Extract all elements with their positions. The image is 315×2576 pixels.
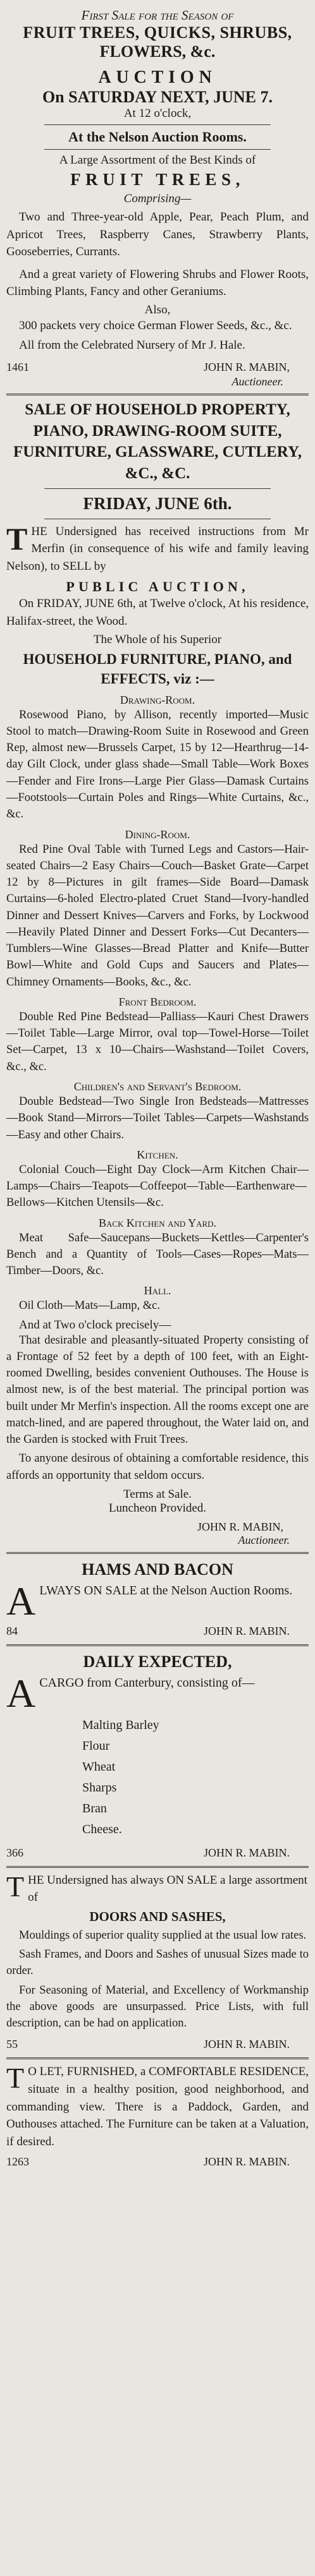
workmanship-text: For Seasoning of Material, and Excellency of Workmanship the above goods are unsurpassed. Price Lists, with full description, can be had on application.	[6, 1983, 309, 2030]
ad-title-line-2: FLOWERS, &c.	[99, 42, 216, 61]
intro-text: HE Undersigned has received instructions from Mr Merfin (in consequence of his wife and family leaving Nelson), to SELL by	[6, 524, 309, 573]
ad-text: HE Undersigned has always ON SALE a large assortment of	[28, 1873, 307, 1905]
ad-heading: First Sale for the Season of	[81, 8, 234, 23]
cargo-ad	[6, 1646, 309, 1867]
assortment-lead: A Large Assortment of the Best Kinds of	[59, 153, 256, 167]
cargo-item: Wheat	[82, 1759, 116, 1774]
auctioneer-name: JOHN R. MABIN,	[203, 360, 290, 373]
auctioneer-title: Auctioneer.	[238, 1534, 290, 1547]
whole-of-label: The Whole of his Superior	[93, 632, 222, 646]
ad-footer	[6, 359, 309, 375]
ad-footer	[6, 1845, 309, 1861]
sale-time: At 12 o'clock,	[123, 107, 192, 120]
ad-footer	[6, 1623, 309, 1639]
sale-date: FRIDAY, JUNE 6th.	[83, 493, 232, 513]
auction-word: AUCTION	[98, 68, 217, 87]
residence-description: That desirable and pleasantly-situated Property consisting of a Frontage of 52 feet by a depth of 100 feet, with an Eight-roomed Dwelling, besides convenient Outhouses. The House is almost new, is of the best material. The principal portion was built under Mr Merfin's inspection. All the rooms except one are match-lined, and are papered throughout, the Water laid on, and the Garden is stocked with Fruit Trees.	[6, 1333, 309, 1447]
ad-title: FRUIT TREES, QUICKS, SHRUBS,	[23, 23, 292, 42]
residence-opportunity: To anyone desirous of obtaining a comfortable residence, this affords an opportunity that seldom occurs.	[6, 1452, 309, 1482]
kitchen-heading: Kitchen.	[137, 1148, 178, 1161]
divider	[44, 124, 271, 125]
ad-text: LWAYS ON SALE at the Nelson Auction Rooms.	[39, 1584, 293, 1598]
drop-cap: T	[6, 1871, 25, 1903]
cargo-item: Sharps	[82, 1780, 117, 1795]
to-let-ad	[6, 2059, 309, 2175]
ad-footer	[6, 2037, 309, 2052]
ad-body	[6, 2063, 309, 2150]
dining-room-items: Red Pine Oval Table with Turned Legs and Castors—Hair-seated Chairs—2 Easy Chairs—Couch—Basket Grate—Carpet 12 by 8—Pictures in gilt frames—Side Board—Damask Curtains—6-holed Electro-plated Cruet Stand—Ivory-handled Dinner and Dessert Knives—Carvers and Forks, by Lockwood—Heavily Plated Dinner and Dessert Forks—Cut Decanters—Tumblers—Wine Glasses—Bread Platter and Knife—Butter Bowl—White and Gold Cups and Saucers and Plates—Chimney Ornaments—Books, &c., &c.	[6, 843, 309, 989]
intro-paragraph	[6, 523, 309, 575]
ad-body	[6, 1674, 309, 1711]
hall-heading: Hall.	[144, 1284, 171, 1297]
back-kitchen-items: Meat Safe—Saucepans—Buckets—Kettles—Carpenter's Bench and a Quantity of Tools—Cases—Ropes—Mats—Timber—Doors, &c.	[6, 1231, 309, 1278]
ad-reference-number: 1461	[6, 360, 29, 373]
front-bedroom-items: Double Red Pine Bedstead—Palliass—Kauri Chest Drawers—Toilet Table—Large Mirror, oval top—Towel-Horse—Toilet Set—Carpet, 13 x 10—Chairs—Washstand—Toilet Covers, &c., &c.	[6, 1010, 309, 1073]
children-bedroom-heading: Children's and Servant's Bedroom.	[73, 1080, 242, 1093]
drawing-room-items: Rosewood Piano, by Allison, recently imported—Music Stool to match—Drawing-Room Suite in Rosewood and Green Rep, almost new—Brussels Carpet, 15 by 12—Hearthrug—14-day Gilt Clock, under glass shade—Small Table—Work Boxes—Fender and Fire Irons—Large Pier Glass—Damask Curtains—Footstools—Curtain Poles and Rings—White Curtains, &c., &c.	[6, 708, 309, 821]
ad-body	[6, 1582, 309, 1618]
auctioneer-name: JOHN R. MABIN.	[203, 1625, 290, 1638]
auctioneer-title: Auctioneer.	[232, 375, 283, 388]
cargo-items	[6, 1715, 309, 1840]
fruit-trees-heading: FRUIT TREES,	[70, 170, 245, 189]
terms-label: Terms at Sale.	[123, 1488, 192, 1502]
drop-cap: A	[6, 1582, 36, 1619]
drop-cap: T	[6, 521, 28, 557]
drop-cap: T	[6, 2063, 25, 2095]
cargo-item: Cheese.	[82, 1822, 122, 1836]
back-kitchen-heading: Back Kitchen and Yard.	[98, 1216, 217, 1229]
public-auction-label: PUBLIC AUCTION,	[66, 579, 249, 595]
ad-text: CARGO from Canterbury, consisting of—	[39, 1676, 255, 1690]
hall-items: Oil Cloth—Mats—Lamp, &c.	[19, 1299, 161, 1313]
cargo-item: Flour	[82, 1738, 110, 1753]
sale-when-where: On FRIDAY, JUNE 6th, at Twelve o'clock, At his residence, Halifax-street, the Wood.	[6, 597, 309, 629]
ad-body	[6, 1872, 309, 1906]
kitchen-items: Colonial Couch—Eight Day Clock—Arm Kitchen Chair—Lamps—Chairs—Teapots—Coffeepot—Table—Earthenware—Bellows—Kitchen Utensils—&c.	[6, 1163, 309, 1210]
ad-reference-number: 366	[6, 1846, 23, 1859]
ad-reference-number: 55	[6, 2038, 18, 2051]
fruit-items: Two and Three-year-old Apple, Pear, Peach Plum, and Apricot Trees, Raspberry Canes, Strawberry Plants, Gooseberries, Currants.	[6, 210, 309, 259]
mouldings-text: Mouldings of superior quality supplied at the usual low rates.	[19, 1929, 307, 1942]
flower-seeds: 300 packets very choice German Flower Seeds, &c., &c.	[19, 318, 292, 332]
ad-reference-number: 1263	[6, 2155, 29, 2169]
sale-venue: At the Nelson Auction Rooms.	[68, 129, 247, 145]
ad-title: SALE OF HOUSEHOLD PROPERTY, PIANO, DRAWING-ROOM SUITE, FURNITURE, GLASSWARE, CUTLERY, &C., &C.	[13, 400, 302, 483]
fruit-trees-ad	[6, 4, 309, 395]
children-bedroom-items: Double Bedstead—Two Single Iron Bedsteads—Mattresses—Book Stand—Mirrors—Toilet Tables—Carpets—Washstands—Easy and other Chairs.	[6, 1095, 309, 1141]
also-label: Also,	[144, 303, 171, 316]
doors-sashes-heading: DOORS AND SASHES,	[89, 1908, 226, 1924]
auctioneer-name: JOHN R. MABIN.	[203, 1846, 290, 1859]
auctioneer-name: JOHN R. MABIN.	[203, 2155, 290, 2169]
doors-sashes-ad	[6, 1868, 309, 2060]
flowering-shrubs: And a great variety of Flowering Shrubs and Flower Roots, Climbing Plants, Fancy and other Geraniums.	[6, 267, 309, 299]
cargo-item: Malting Barley	[82, 1718, 159, 1732]
sale-date: On SATURDAY NEXT, JUNE 7.	[42, 88, 273, 106]
cargo-item: Bran	[82, 1801, 107, 1815]
comprising-label: Comprising—	[123, 192, 192, 205]
household-heading: HOUSEHOLD FURNITURE, PIANO, and EFFECTS, viz :—	[23, 651, 292, 687]
residence-sale-time: And at Two o'clock precisely—	[19, 1318, 171, 1332]
auctioneer-name: JOHN R. MABIN.	[203, 2038, 290, 2051]
luncheon-label: Luncheon Provided.	[108, 1502, 207, 1515]
divider	[44, 488, 271, 489]
household-sale-ad	[6, 395, 309, 1554]
nursery-source: All from the Celebrated Nursery of Mr J. Hale.	[19, 339, 245, 352]
ad-reference-number: 84	[6, 1625, 18, 1638]
drop-cap: A	[6, 1674, 36, 1711]
hams-bacon-ad	[6, 1554, 309, 1646]
drawing-room-heading: Drawing-Room.	[120, 693, 195, 706]
ad-title: HAMS AND BACON	[82, 1560, 233, 1579]
ad-title: DAILY EXPECTED,	[83, 1652, 232, 1671]
auctioneer-name: JOHN R. MABIN,	[197, 1520, 283, 1534]
dining-room-heading: Dining-Room.	[125, 828, 190, 841]
ad-text: O LET, FURNISHED, a COMFORTABLE RESIDENCE, situate in a healthy position, good neighborhood, and commanding view. There is a Paddock, Garden, and Outhouses attached. The Furniture can be taken at a Valuation, if desired.	[6, 2065, 309, 2148]
front-bedroom-heading: Front Bedroom.	[118, 995, 197, 1008]
ad-footer	[6, 2154, 309, 2170]
divider	[44, 149, 271, 150]
sash-frames-text: Sash Frames, and Doors and Sashes of unusual Sizes made to order.	[6, 1948, 309, 1978]
